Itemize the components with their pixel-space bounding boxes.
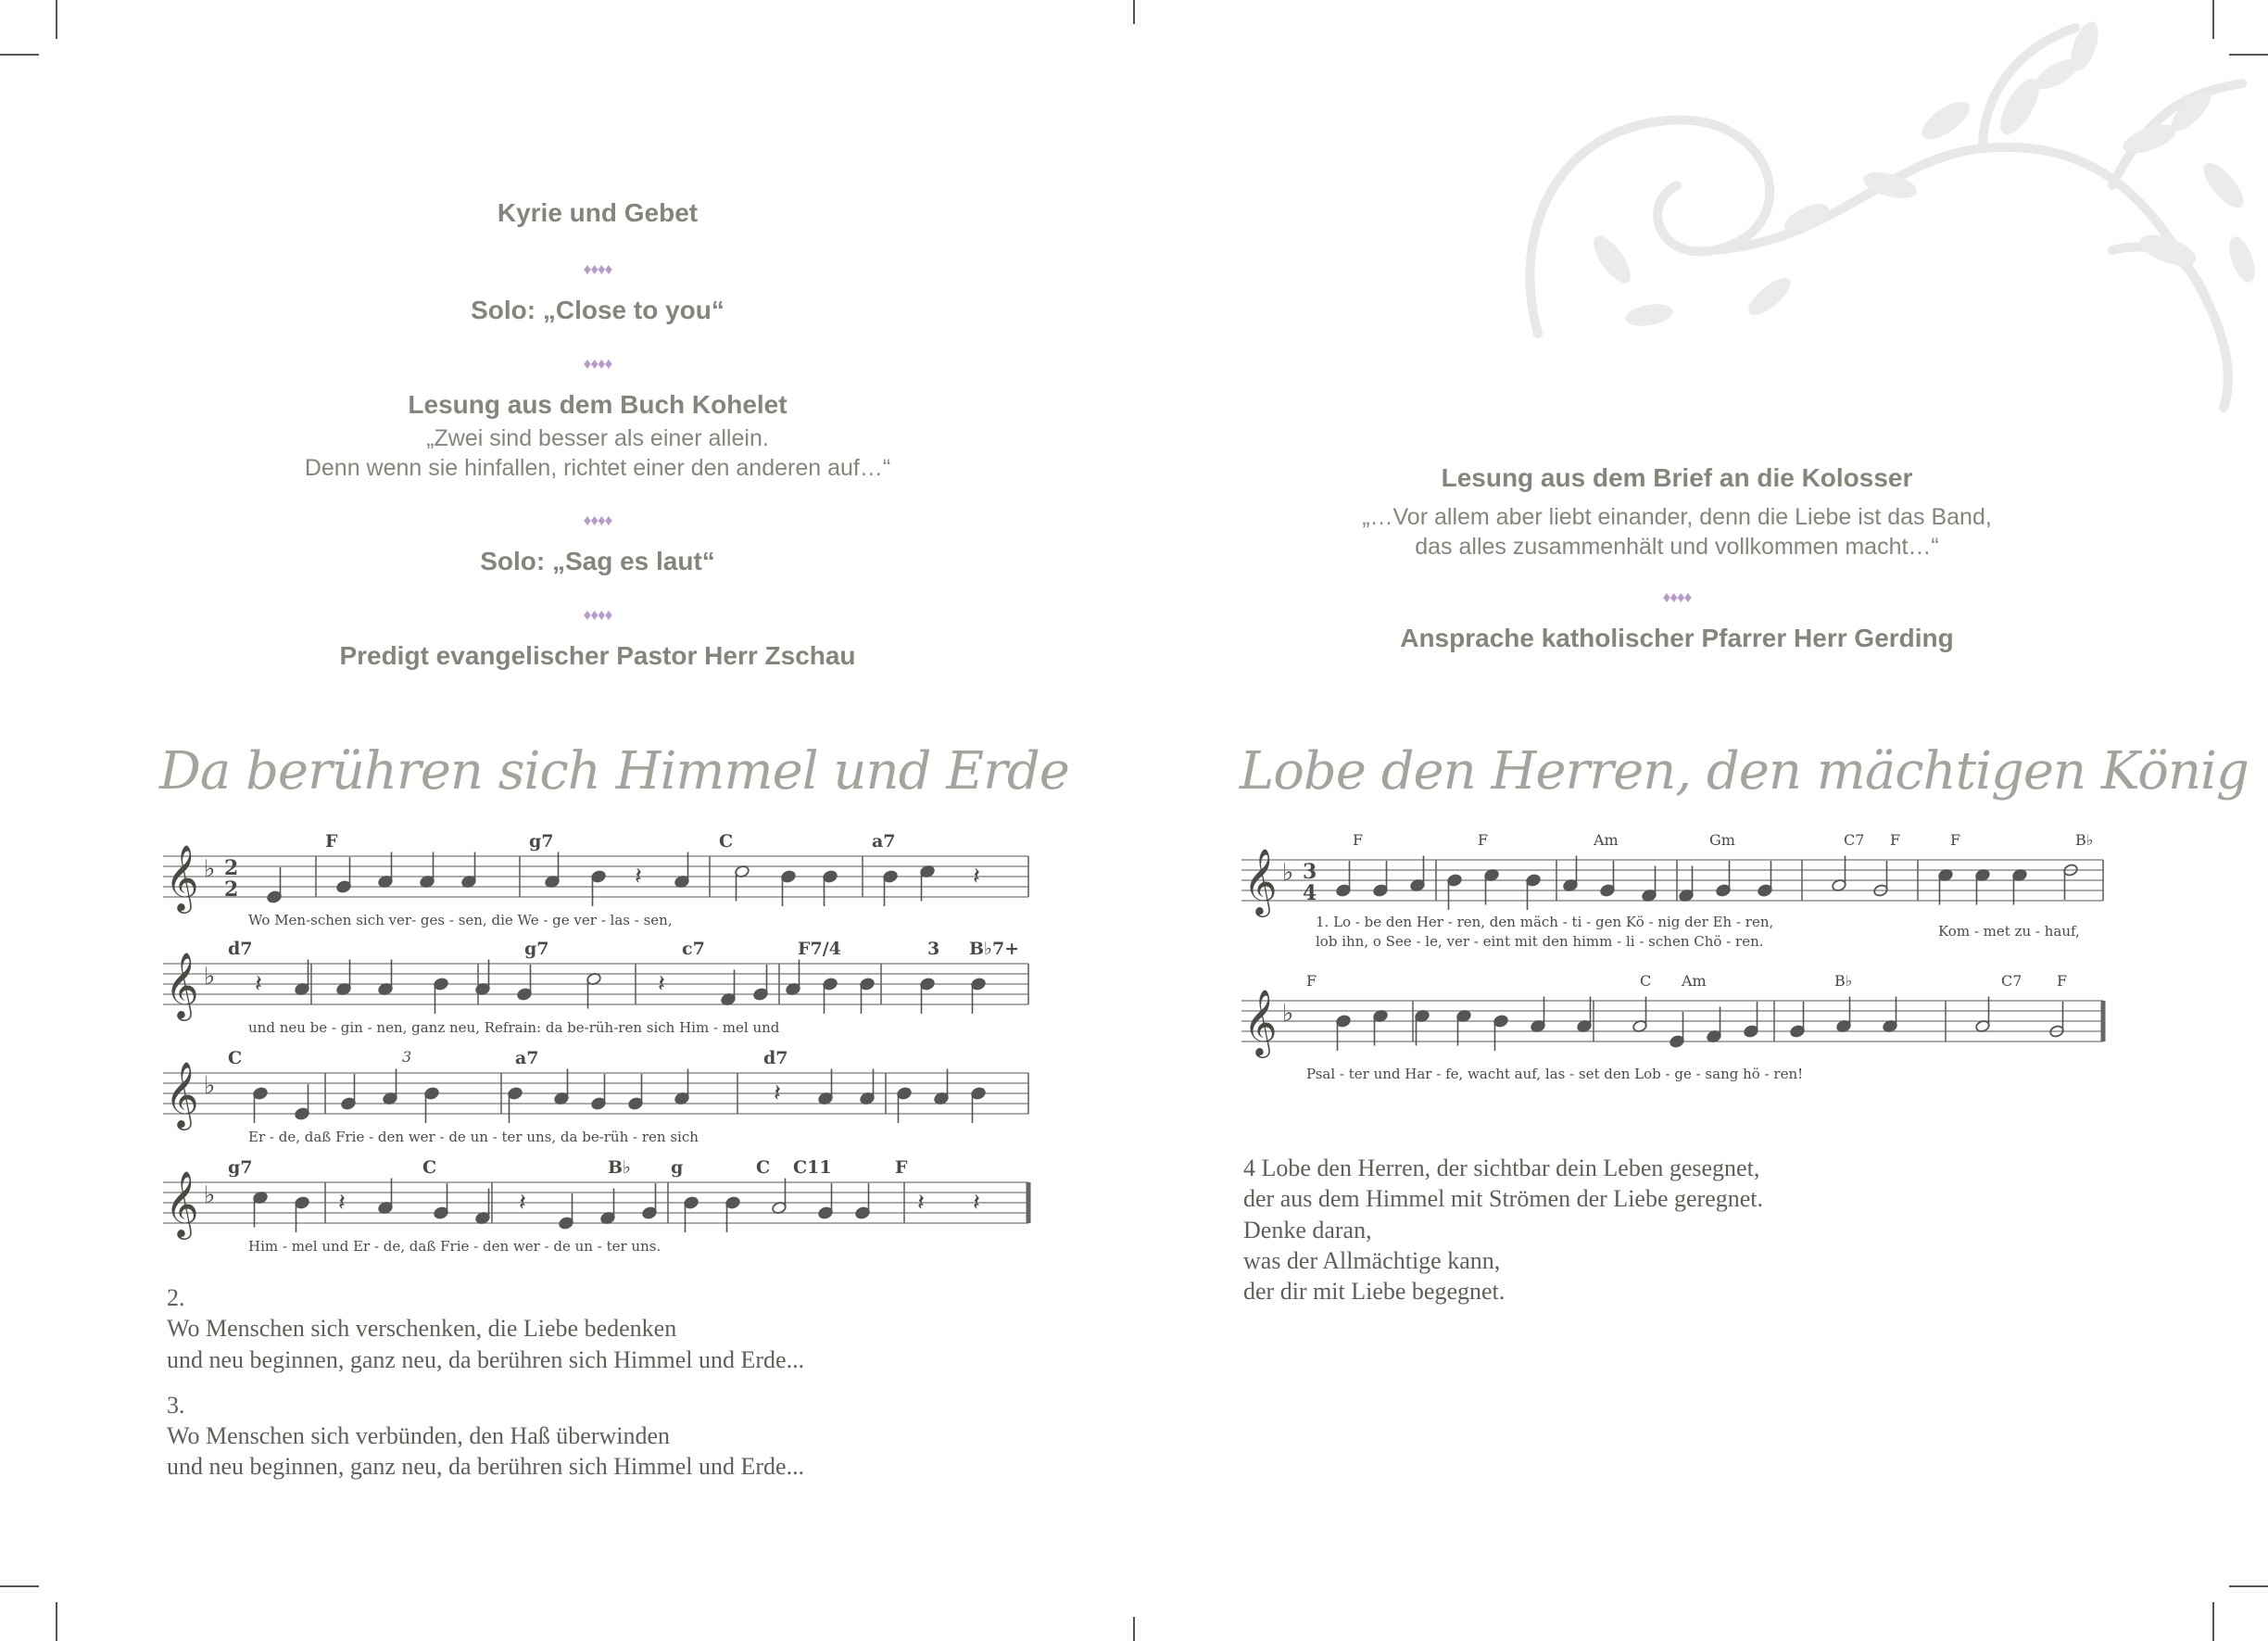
rest-icon: 𝄽 bbox=[973, 863, 980, 890]
treble-clef-icon: 𝄞 bbox=[1243, 847, 1278, 915]
chord-symbol: C bbox=[756, 1157, 771, 1178]
flat-key-signature-icon: ♭ bbox=[1282, 859, 1294, 887]
rest-icon: 𝄽 bbox=[519, 1189, 526, 1217]
chord-symbol: d7 bbox=[763, 1048, 788, 1068]
lyrics-line: Psal - ter und Har - fe, wacht auf, las - set den Lob - ge - sang hö - ren! bbox=[1306, 1066, 1804, 1082]
lyrics-line: und neu be - gin - nen, ganz neu, Refrain: da be-rüh-ren sich Him - mel und bbox=[248, 1019, 780, 1036]
reading-quote-line: „Zwei sind besser als einer allein. bbox=[426, 425, 769, 452]
service-item-heading: Solo: „Close to you“ bbox=[471, 296, 724, 325]
tuplet-marker: 3 bbox=[402, 1048, 412, 1066]
chord-symbol: F bbox=[2057, 972, 2068, 990]
chord-symbol: F bbox=[325, 831, 338, 852]
chord-symbol: F bbox=[1306, 972, 1317, 990]
treble-clef-icon: 𝄞 bbox=[1243, 988, 1278, 1055]
crop-mark bbox=[56, 0, 57, 39]
chord-symbol: Am bbox=[1594, 831, 1619, 849]
right-service-order bbox=[1297, 461, 2057, 656]
crop-mark bbox=[1133, 1617, 1135, 1641]
chord-symbol: g7 bbox=[529, 831, 554, 852]
crop-mark bbox=[2212, 1602, 2214, 1641]
song-title: Da berühren sich Himmel und Erde bbox=[159, 741, 1069, 802]
verse-block bbox=[167, 1390, 1047, 1483]
treble-clef-icon: 𝄞 bbox=[165, 843, 199, 911]
rest-icon: 𝄽 bbox=[973, 1189, 980, 1217]
chord-symbol: C7 bbox=[2001, 972, 2022, 990]
flat-key-signature-icon: ♭ bbox=[204, 963, 216, 991]
chord-symbol: F7/4 bbox=[798, 939, 841, 959]
verse-line: der aus dem Himmel mit Strömen der Liebe geregnet. bbox=[1243, 1185, 1763, 1213]
chord-symbol: F bbox=[1890, 831, 1901, 849]
chord-symbol: g7 bbox=[228, 1157, 253, 1178]
chord-symbol: F bbox=[1950, 831, 1961, 849]
left-service-order bbox=[241, 196, 954, 673]
service-item-heading: Lesung aus dem Brief an die Kolosser bbox=[1441, 463, 1913, 492]
diamond-divider-icon: ♦♦♦♦ bbox=[583, 511, 612, 530]
chord-symbol: F bbox=[1353, 831, 1364, 849]
verse-line: der dir mit Liebe begegnet. bbox=[1243, 1278, 1506, 1306]
lyrics-line: Kom - met zu - hauf, bbox=[1938, 923, 2080, 940]
floral-flourish-ornament bbox=[1501, 19, 2261, 426]
rest-icon: 𝄽 bbox=[255, 970, 262, 998]
left-verses bbox=[167, 1282, 1047, 1497]
diamond-divider-icon: ♦♦♦♦ bbox=[583, 354, 612, 372]
crop-mark bbox=[0, 1585, 39, 1587]
time-signature-top: 3 bbox=[1303, 860, 1317, 884]
lyrics-line: Wo Men-schen sich ver- ges - sen, die We - ge ver - las - sen, bbox=[248, 912, 673, 928]
flat-key-signature-icon: ♭ bbox=[204, 1181, 216, 1209]
chord-symbol: F bbox=[1478, 831, 1489, 849]
rest-icon: 𝄽 bbox=[917, 1189, 925, 1217]
chord-symbol: d7 bbox=[228, 939, 253, 959]
service-item-heading: Predigt evangelischer Pastor Herr Zschau bbox=[339, 640, 856, 670]
reading-quote-line: Denn wenn sie hinfallen, richtet einer den anderen auf…“ bbox=[304, 455, 891, 482]
verse-line: Wo Menschen sich verbünden, den Haß überwinden bbox=[167, 1422, 671, 1450]
chord-symbol: C bbox=[719, 831, 734, 852]
verse-line: 4 Lobe den Herren, der sichtbar dein Leben gesegnet, bbox=[1243, 1155, 1760, 1181]
left-sheet-music bbox=[163, 825, 1034, 1265]
lyrics-line: Er - de, daß Frie - den wer - de un - ter uns, da be-rüh - ren sich bbox=[248, 1129, 699, 1145]
treble-clef-icon: 𝄞 bbox=[165, 1060, 199, 1128]
chord-symbol: B♭ bbox=[608, 1157, 632, 1178]
chord-symbol: F bbox=[895, 1157, 908, 1178]
chord-symbol: g bbox=[671, 1157, 684, 1178]
service-item-heading: Lesung aus dem Buch Kohelet bbox=[408, 389, 788, 419]
rest-icon: 𝄽 bbox=[658, 970, 665, 998]
diamond-divider-icon: ♦♦♦♦ bbox=[583, 260, 612, 279]
rest-icon: 𝄽 bbox=[774, 1079, 781, 1107]
chord-symbol: C bbox=[1640, 972, 1652, 990]
treble-clef-icon: 𝄞 bbox=[165, 951, 199, 1018]
crop-mark bbox=[2229, 1585, 2268, 1587]
lyrics-line: 1. Lo - be den Her - ren, den mäch - ti - gen Kö - nig der Eh - ren, bbox=[1316, 914, 1774, 930]
verse-block bbox=[167, 1282, 1047, 1375]
chord-symbol: c7 bbox=[682, 939, 705, 959]
service-item-heading: Ansprache katholischer Pfarrer Herr Gerding bbox=[1400, 624, 1954, 653]
rest-icon: 𝄽 bbox=[338, 1189, 346, 1217]
crop-mark bbox=[1133, 0, 1135, 24]
reading-quote-line: „…Vor allem aber liebt einander, denn die Liebe ist das Band, bbox=[1362, 504, 1992, 531]
right-sheet-music bbox=[1241, 815, 2112, 1098]
verse-line: und neu beginnen, ganz neu, da berühren sich Himmel und Erde... bbox=[167, 1453, 805, 1481]
time-signature-top: 2 bbox=[224, 856, 239, 880]
verse-line: was der Allmächtige kann, bbox=[1243, 1246, 1501, 1274]
chord-symbol: Am bbox=[1682, 972, 1707, 990]
verse-line: Wo Menschen sich verschenken, die Liebe bedenken bbox=[167, 1315, 677, 1343]
chord-symbol: B♭ bbox=[1834, 972, 1853, 990]
chord-symbol: C7 bbox=[1844, 831, 1865, 849]
chord-symbol: B♭7+ bbox=[969, 939, 1020, 959]
verse-line: und neu beginnen, ganz neu, da berühren sich Himmel und Erde... bbox=[167, 1345, 805, 1373]
time-signature-bottom: 2 bbox=[224, 877, 239, 902]
flat-key-signature-icon: ♭ bbox=[204, 855, 216, 883]
chord-symbol: C bbox=[422, 1157, 437, 1178]
verse-number: 3. bbox=[167, 1391, 185, 1419]
chord-symbol: g7 bbox=[524, 939, 549, 959]
rest-icon: 𝄽 bbox=[635, 863, 642, 890]
service-item-heading: Kyrie und Gebet bbox=[497, 198, 699, 227]
verse-line: Denke daran, bbox=[1243, 1216, 1372, 1243]
lyrics-line: Him - mel und Er - de, daß Frie - den wer - de un - ter uns. bbox=[248, 1238, 662, 1255]
right-verse bbox=[1243, 1153, 1892, 1306]
crop-mark bbox=[0, 54, 39, 56]
flat-key-signature-icon: ♭ bbox=[1282, 1000, 1294, 1028]
chord-symbol: B♭ bbox=[2075, 831, 2094, 849]
chord-symbol: 3 bbox=[927, 939, 940, 959]
flat-key-signature-icon: ♭ bbox=[204, 1072, 216, 1100]
diamond-divider-icon: ♦♦♦♦ bbox=[583, 605, 612, 624]
lyrics-line: lob ihn, o See - le, ver - eint mit den himm - li - schen Chö - ren. bbox=[1316, 933, 1764, 950]
time-signature-bottom: 4 bbox=[1303, 881, 1317, 905]
chord-symbol: C bbox=[228, 1048, 243, 1068]
diamond-divider-icon: ♦♦♦♦ bbox=[1662, 588, 1692, 607]
treble-clef-icon: 𝄞 bbox=[165, 1169, 199, 1237]
service-item-heading: Solo: „Sag es laut“ bbox=[480, 547, 715, 576]
reading-quote-line: das alles zusammenhält und vollkommen macht…“ bbox=[1415, 534, 1939, 561]
verse-number: 2. bbox=[167, 1284, 185, 1311]
crop-mark bbox=[56, 1602, 57, 1641]
chord-symbol: Gm bbox=[1709, 831, 1735, 849]
song-title: Lobe den Herren, den mächtigen König bbox=[1240, 741, 2249, 802]
chord-symbol: a7 bbox=[872, 831, 896, 852]
chord-symbol: a7 bbox=[515, 1048, 539, 1068]
chord-symbol: C11 bbox=[793, 1157, 832, 1178]
